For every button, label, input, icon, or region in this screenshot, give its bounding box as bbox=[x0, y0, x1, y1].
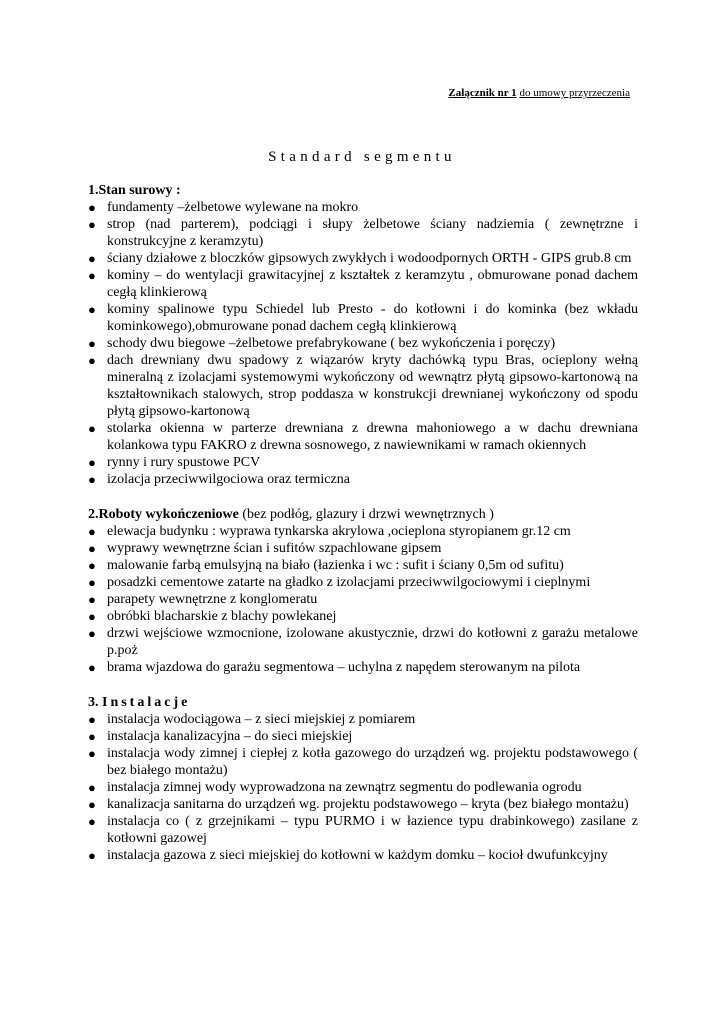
section-stan-surowy bbox=[88, 182, 638, 488]
section-heading bbox=[88, 694, 638, 711]
list-item-text: rynny i rury spustowe PCV bbox=[107, 455, 261, 470]
list-item bbox=[88, 540, 638, 557]
list-item bbox=[88, 847, 638, 864]
bullet-icon: ● bbox=[88, 541, 96, 556]
list-item-text: kominy – do wentylacji grawitacyjnej z kształtek z keramzytu , obmurowane ponad dachem cegłą klinkierową bbox=[107, 268, 638, 300]
list-item-text: obróbki blacharskie z blachy powlekanej bbox=[107, 609, 337, 624]
annex-note bbox=[0, 86, 630, 100]
list-item bbox=[88, 420, 638, 454]
section-heading bbox=[88, 182, 638, 199]
list-item bbox=[88, 267, 638, 301]
list-item-text: elewacja budynku : wyprawa tynkarska akrylowa ,ocieplona styropianem gr.12 cm bbox=[107, 524, 571, 539]
bullet-icon: ● bbox=[88, 814, 96, 829]
bullet-icon: ● bbox=[88, 472, 96, 487]
page-title: Standard segmentu bbox=[268, 149, 456, 165]
list-item-text: drzwi wejściowe wzmocnione, izolowane akustycznie, drzwi do kotłowni z garażu metalowe p.poż bbox=[107, 626, 638, 658]
list-item bbox=[88, 659, 638, 676]
bullet-icon: ● bbox=[88, 592, 96, 607]
list-item bbox=[88, 250, 638, 267]
list-item bbox=[88, 301, 638, 335]
bullet-list bbox=[88, 711, 638, 864]
bullet-icon: ● bbox=[88, 626, 96, 641]
section-instalacje bbox=[88, 694, 638, 864]
list-item-text: dach drewniany dwu spadowy z wiązarów kryty dachówką typu Bras, ocieplony wełną mineralną z izolacjami systemowymi wykończony od wewnątrz płytą gipsowo-kartonową na kształtownikach stalowych, strop poddasza w konstrukcji drewnianej wykończony od spodu płytą gipsowo-kartonową bbox=[107, 353, 638, 419]
list-item-text: kanalizacja sanitarna do urządzeń wg. projektu podstawowego – kryta (bez białego montażu) bbox=[107, 797, 629, 812]
list-item bbox=[88, 745, 638, 779]
bullet-icon: ● bbox=[88, 729, 96, 744]
section-note: (bez podłóg, glazury i drzwi wewnętrznych ) bbox=[238, 507, 494, 522]
list-item bbox=[88, 779, 638, 796]
section-roboty-wykonczeniowe bbox=[88, 506, 638, 676]
bullet-list bbox=[88, 199, 638, 488]
list-item-text: stolarka okienna w parterze drewniana z drewna mahoniowego a w dachu drewniana kolankowa typu FAKRO z drewna sosnowego, z nawiewnikami w ramach okiennych bbox=[107, 421, 638, 453]
bullet-icon: ● bbox=[88, 455, 96, 470]
bullet-icon: ● bbox=[88, 268, 96, 283]
list-item bbox=[88, 352, 638, 420]
bullet-icon: ● bbox=[88, 353, 96, 368]
document-body bbox=[88, 182, 638, 882]
list-item-text: schody dwu biegowe –żelbetowe prefabrykowane ( bez wykończenia i poręczy) bbox=[107, 336, 556, 351]
bullet-list bbox=[88, 523, 638, 676]
list-item bbox=[88, 711, 638, 728]
bullet-icon: ● bbox=[88, 200, 96, 215]
list-item bbox=[88, 454, 638, 471]
list-item bbox=[88, 216, 638, 250]
list-item-text: wyprawy wewnętrzne ścian i sufitów szpachlowane gipsem bbox=[107, 541, 442, 556]
section-title: Instalacje bbox=[102, 695, 191, 710]
list-item-text: kominy spalinowe typu Schiedel lub Presto - do kotłowni i do kominka (bez wkładu kominkowego),obmurowane ponad dachem cegłą klinkierową bbox=[107, 302, 638, 334]
bullet-icon: ● bbox=[88, 660, 96, 675]
bullet-icon: ● bbox=[88, 575, 96, 590]
list-item-text: instalacja wody zimnej i ciepłej z kotła gazowego do urządzeń wg. projektu podstawowego ( bez białego montażu) bbox=[107, 746, 638, 778]
list-item bbox=[88, 199, 638, 216]
list-item-text: instalacja gazowa z sieci miejskiej do kotłowni w każdym domku – kocioł dwufunkcyjny bbox=[107, 848, 608, 863]
section-number: 2. bbox=[88, 507, 99, 522]
list-item bbox=[88, 625, 638, 659]
list-item bbox=[88, 335, 638, 352]
bullet-icon: ● bbox=[88, 712, 96, 727]
list-item bbox=[88, 813, 638, 847]
list-item-text: instalacja co ( z grzejnikami – typu PURMO i w łazience typu drabinkowego) zasilane z kotłowni gazowej bbox=[107, 814, 638, 846]
bullet-icon: ● bbox=[88, 524, 96, 539]
list-item bbox=[88, 574, 638, 591]
bullet-icon: ● bbox=[88, 302, 96, 317]
list-item-text: izolacja przeciwwilgociowa oraz termiczna bbox=[107, 472, 350, 487]
list-item-text: ściany działowe z bloczków gipsowych zwykłych i wodoodpornych ORTH - GIPS grub.8 cm bbox=[107, 251, 632, 266]
bullet-icon: ● bbox=[88, 609, 96, 624]
list-item-text: instalacja wodociągowa – z sieci miejskiej z pomiarem bbox=[107, 712, 416, 727]
bullet-icon: ● bbox=[88, 558, 96, 573]
section-title: Stan surowy : bbox=[98, 183, 181, 198]
list-item-text: parapety wewnętrzne z konglomeratu bbox=[107, 592, 318, 607]
list-item bbox=[88, 557, 638, 574]
list-item-text: brama wjazdowa do garażu segmentowa – uchylna z napędem sterowanym na pilota bbox=[107, 660, 581, 675]
bullet-icon: ● bbox=[88, 336, 96, 351]
list-item bbox=[88, 591, 638, 608]
annex-text: do umowy przyrzeczenia bbox=[519, 87, 630, 99]
list-item bbox=[88, 471, 638, 488]
list-item-text: malowanie farbą emulsyjną na biało (łazienka i wc : sufit i ściany 0,5m od sufitu) bbox=[107, 558, 564, 573]
bullet-icon: ● bbox=[88, 780, 96, 795]
bullet-icon: ● bbox=[88, 746, 96, 761]
list-item-text: instalacja kanalizacyjna – do sieci miejskiej bbox=[107, 729, 353, 744]
list-item bbox=[88, 608, 638, 625]
bullet-icon: ● bbox=[88, 421, 96, 436]
annex-number: Załącznik nr 1 bbox=[448, 87, 517, 99]
section-number: 1. bbox=[88, 183, 99, 198]
list-item-text: instalacja zimnej wody wyprowadzona na zewnątrz segmentu do podlewania ogrodu bbox=[107, 780, 582, 795]
bullet-icon: ● bbox=[88, 848, 96, 863]
section-title: Roboty wykończeniowe bbox=[98, 507, 239, 522]
bullet-icon: ● bbox=[88, 251, 96, 266]
list-item-text: strop (nad parterem), podciągi i słupy żelbetowe ściany nadziemia ( zewnętrzne i konstrukcyjne z keramzytu) bbox=[107, 217, 638, 249]
list-item bbox=[88, 796, 638, 813]
list-item-text: posadzki cementowe zatarte na gładko z izolacjami przeciwwilgociowymi i cieplnymi bbox=[107, 575, 591, 590]
bullet-icon: ● bbox=[88, 217, 96, 232]
list-item-text: fundamenty –żelbetowe wylewane na mokro bbox=[107, 200, 359, 215]
list-item bbox=[88, 728, 638, 745]
bullet-icon: ● bbox=[88, 797, 96, 812]
section-number: 3. bbox=[88, 695, 99, 710]
section-heading bbox=[88, 506, 638, 523]
list-item bbox=[88, 523, 638, 540]
